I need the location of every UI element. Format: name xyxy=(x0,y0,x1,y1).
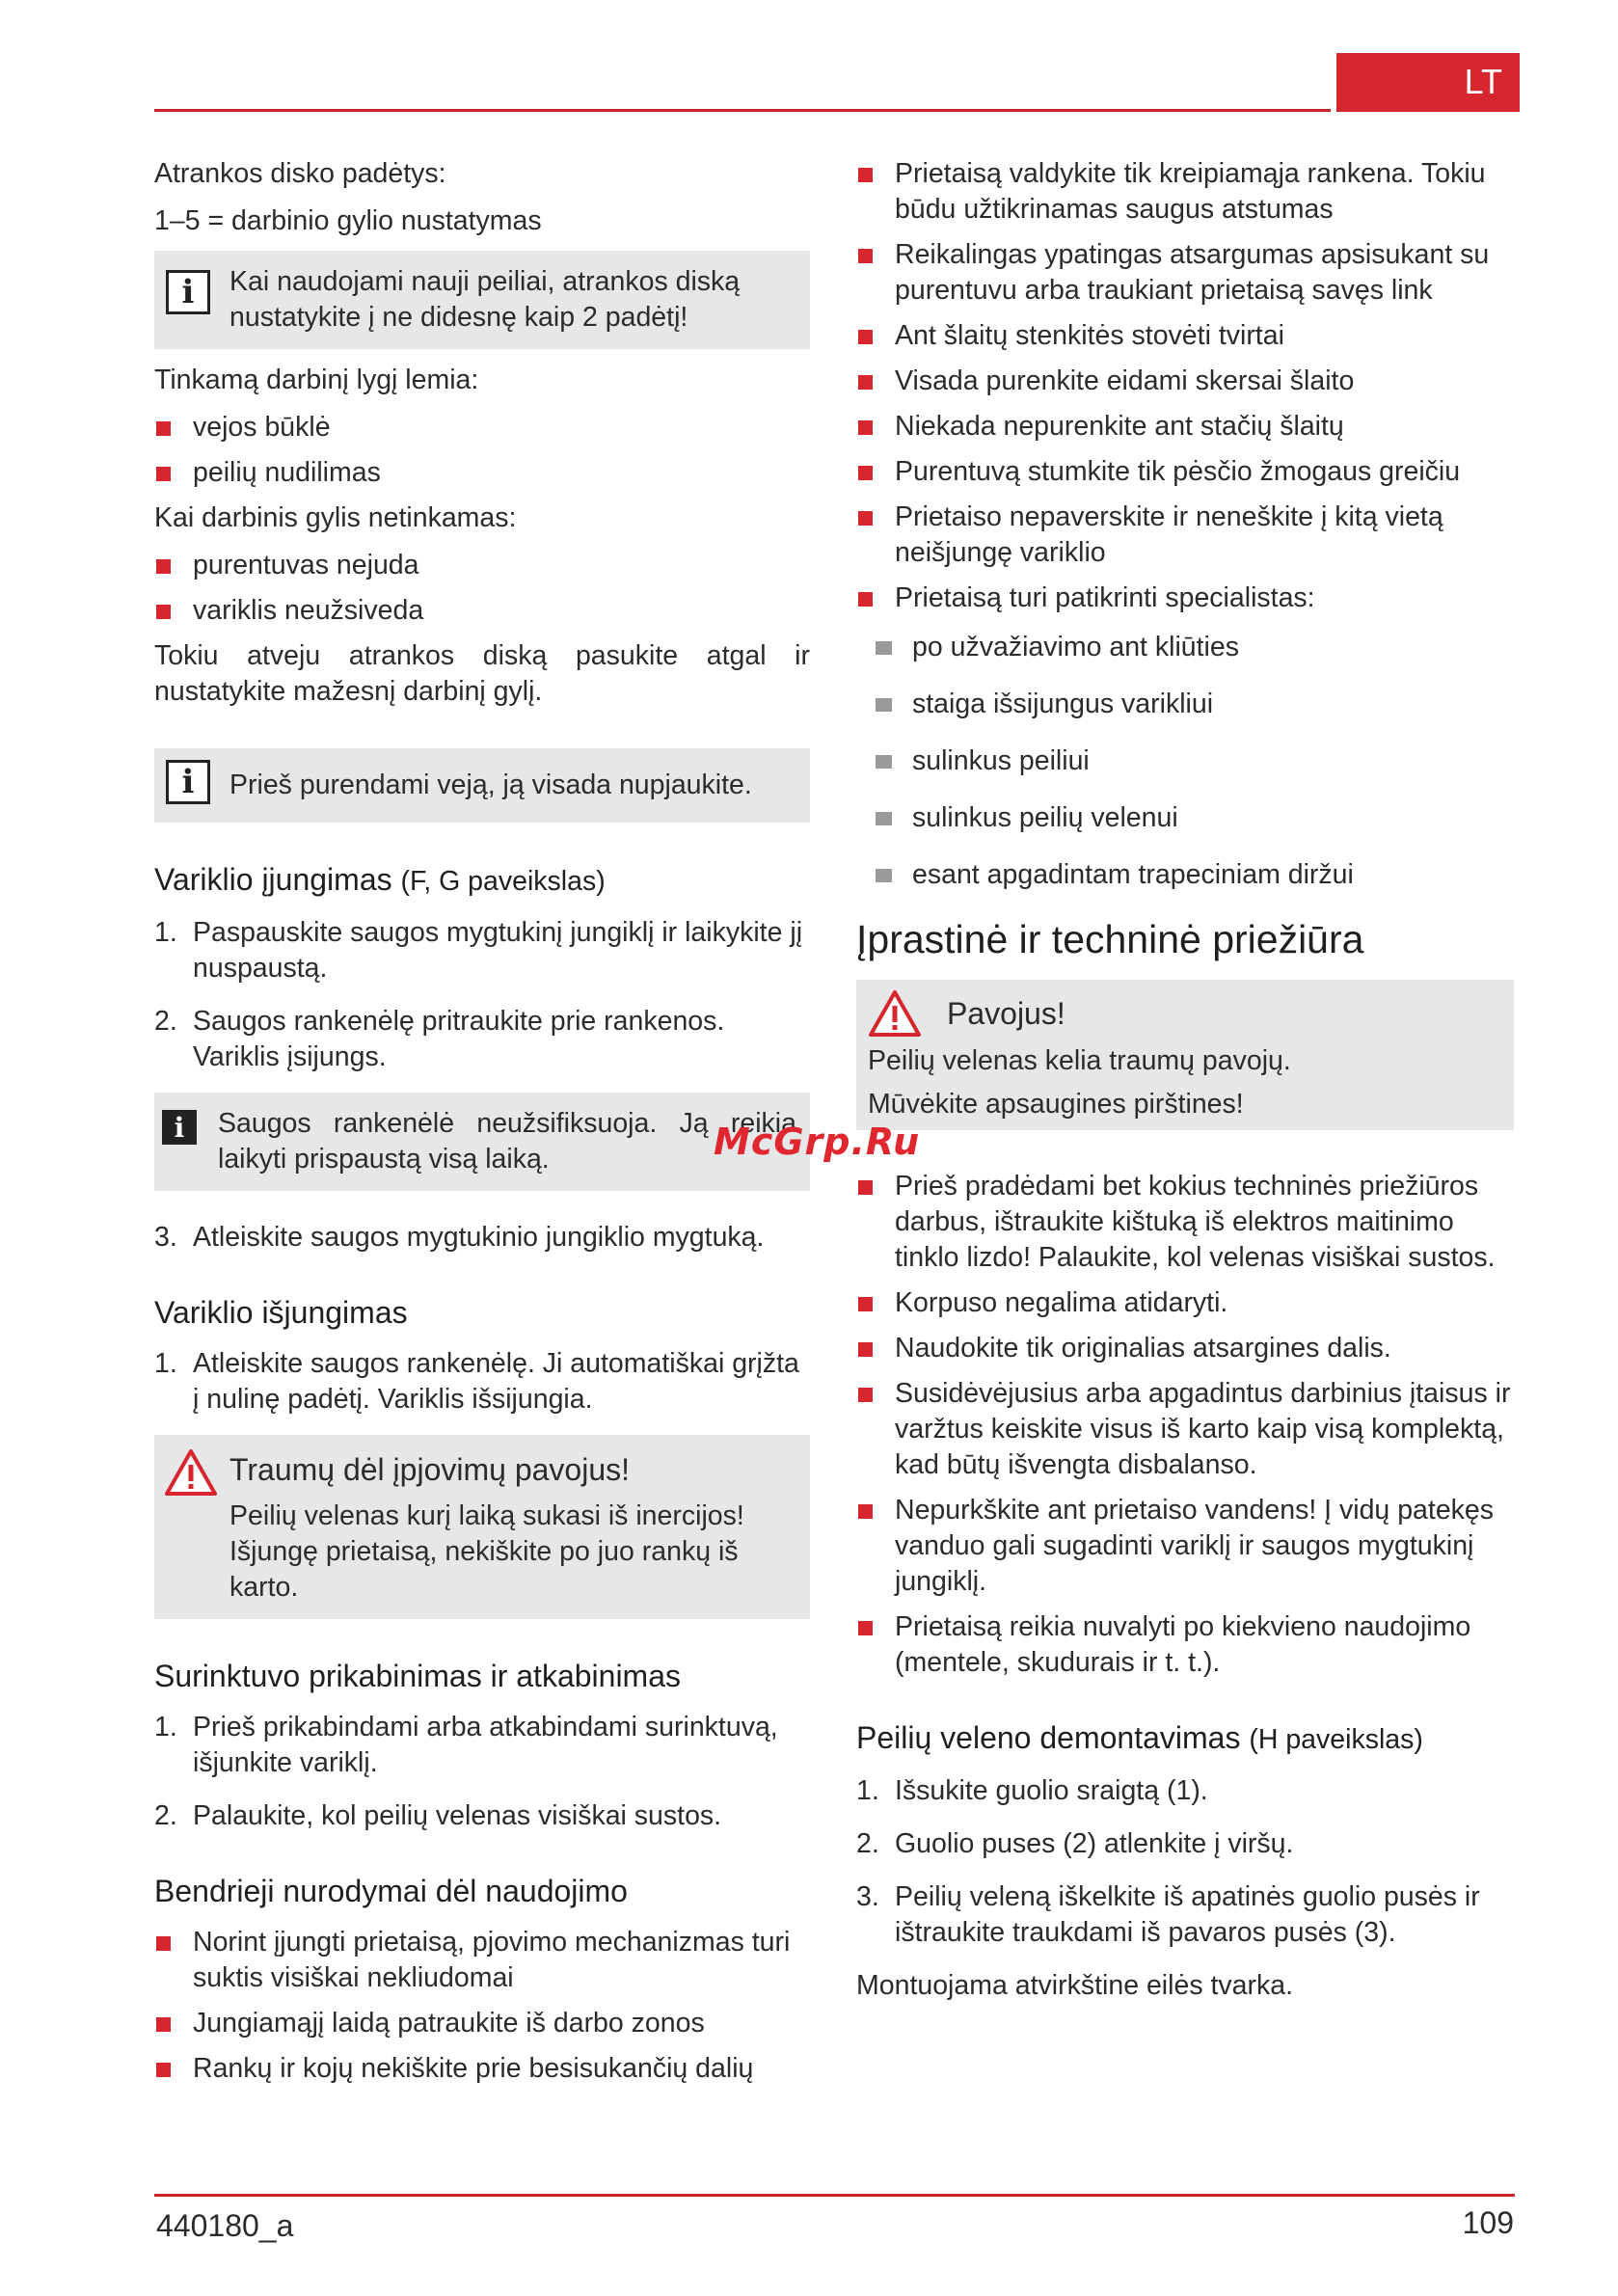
info-text: Kai naudojami nauji peiliai, atrankos diską nustatykite į ne didesnę kaip 2 padėtį! xyxy=(229,266,741,333)
heading-bendrieji: Bendrieji nurodymai dėl naudojimo xyxy=(154,1874,628,1908)
warning-triangle-icon xyxy=(868,989,922,1038)
square-bullet-icon xyxy=(858,249,873,263)
square-bullet-icon xyxy=(858,511,873,526)
step-item: 2. Guolio puses (2) atlenkite į viršų. xyxy=(856,1828,1294,1859)
list-item: Prietaisą valdykite tik kreipiamąja rankena. Tokiu būdu užtikrinamas saugus atstumas xyxy=(856,156,1514,228)
square-bullet-icon xyxy=(858,1342,873,1357)
step-item: 1. Išsukite guolio sraigtą (1). xyxy=(856,1775,1208,1806)
info-icon: i xyxy=(166,760,210,804)
list-item: Niekada nepurenkite ant stačių šlaitų xyxy=(856,409,1514,445)
paragraph-lemia: Tinkamą darbinį lygį lemia: xyxy=(154,365,479,395)
square-bullet-icon xyxy=(858,1504,873,1519)
heading-demontavimas: Peilių veleno demontavimas (H paveikslas) xyxy=(856,1720,1423,1755)
list-item: esant apgadintam trapeciniam diržui xyxy=(856,857,1514,893)
list-bendrieji xyxy=(154,1925,810,2087)
danger-title: Pavojus! xyxy=(947,996,1065,1031)
list-item: Norint įjungti prietaisą, pjovimo mechanizmas turi suktis visiškai nekliudomai xyxy=(154,1925,810,1996)
list-item: sulinkus peilių velenui xyxy=(856,800,1514,836)
square-bullet-icon xyxy=(156,559,171,574)
list-item: po užvažiavimo ant kliūties xyxy=(856,630,1514,665)
list-item: Prietaisą turi patikrinti specialistas: xyxy=(856,581,1514,616)
steps-surinktuvo xyxy=(154,1710,810,1834)
list-item: Prietaiso nepaverskite ir neneškite į kitą vietą neišjungę variklio xyxy=(856,500,1514,571)
step-item: 1. Paspauskite saugos mygtukinį jungiklį ir laikykite jį nuspaustą. xyxy=(154,917,803,984)
list-lemia xyxy=(154,410,810,491)
list-item: vejos būklė xyxy=(154,410,810,446)
info-text: Saugos rankenėlė neužsifiksuoja. Ją reikia laikyti prispaustą visą laiką. xyxy=(218,1108,796,1175)
square-bullet-icon xyxy=(156,1936,171,1951)
info-box-handle xyxy=(154,1093,810,1191)
square-bullet-icon xyxy=(156,421,171,436)
warning-title: Traumų dėl įpjovimų pavojus! xyxy=(229,1452,630,1487)
steps-demontavimas xyxy=(856,1773,1514,1951)
document-code: 440180_a xyxy=(156,2208,294,2243)
list-bendrieji-cont xyxy=(856,156,1514,616)
list-item: Susidėvėjusius arba apgadintus darbinius įtaisus ir varžtus keiskite visus iš karto kaip visą komplektą, kad būtų išvengta disbalanso. xyxy=(856,1376,1514,1483)
grey-square-bullet-icon xyxy=(876,869,892,882)
intro-line-2: 1–5 = darbinio gylio nustatymas xyxy=(154,205,542,236)
step-item: 3. Peilių veleną iškelkite iš apatinės guolio pusės ir ištraukite traukdami iš pavaros pusės (3). xyxy=(856,1881,1480,1948)
warning-box-cut xyxy=(154,1435,810,1619)
info-box-mow-first xyxy=(154,748,810,823)
square-bullet-icon xyxy=(858,1180,873,1195)
heading-ijungimas: Variklio įjungimas (F, G paveikslas) xyxy=(154,862,606,897)
info-text: Prieš purendami veją, ją visada nupjaukite. xyxy=(229,770,752,800)
info-icon: i xyxy=(162,1110,197,1145)
square-bullet-icon xyxy=(156,467,171,481)
grey-square-bullet-icon xyxy=(876,812,892,825)
paragraph-netinkamas: Kai darbinis gylis netinkamas: xyxy=(154,502,517,533)
list-item: peilių nudilimas xyxy=(154,455,810,491)
list-item: sulinkus peiliui xyxy=(856,743,1514,779)
heading-isjungimas: Variklio išjungimas xyxy=(154,1295,408,1330)
language-tab xyxy=(1336,53,1520,112)
square-bullet-icon xyxy=(858,168,873,182)
language-label: LT xyxy=(1464,62,1502,101)
square-bullet-icon xyxy=(858,592,873,607)
square-bullet-icon xyxy=(858,1388,873,1402)
list-item: Ant šlaitų stenkitės stovėti tvirtai xyxy=(856,318,1514,354)
grey-square-bullet-icon xyxy=(876,698,892,712)
danger-box xyxy=(856,980,1514,1130)
danger-header xyxy=(868,989,1502,1038)
list-item: Prietaisą reikia nuvalyti po kiekvieno naudojimo (mentele, skudurais ir t. t.). xyxy=(856,1609,1514,1681)
square-bullet-icon xyxy=(858,375,873,390)
list-item: variklis neužsiveda xyxy=(154,593,810,629)
watermark-text: McGrp.Ru xyxy=(714,1121,921,1163)
list-item: Rankų ir kojų nekiškite prie besisukančių dalių xyxy=(154,2051,810,2087)
list-item: Jungiamąjį laidą patraukite iš darbo zonos xyxy=(154,2006,810,2041)
danger-line: Peilių velenas kelia traumų pavojų. xyxy=(868,1045,1291,1076)
step-item: 2. Palaukite, kol peilių velenas visiškai sustos. xyxy=(154,1800,722,1831)
list-netinkamas xyxy=(154,548,810,629)
grey-square-bullet-icon xyxy=(876,641,892,655)
right-column xyxy=(856,156,1514,2004)
paragraph-tokiu: Tokiu atveju atrankos diską pasukite atgal ir nustatykite mažesnį darbinį gylį. xyxy=(154,640,810,707)
heading-prieziura: Įprastinė ir techninė priežiūra xyxy=(856,917,1364,961)
left-column xyxy=(154,156,810,2096)
step-item: 3. Atleiskite saugos mygtukinio jungiklio mygtuką. xyxy=(154,1222,765,1253)
list-item: Korpuso negalima atidaryti. xyxy=(856,1285,1514,1321)
list-item: Visada purenkite eidami skersai šlaito xyxy=(856,364,1514,399)
square-bullet-icon xyxy=(156,2063,171,2077)
square-bullet-icon xyxy=(858,330,873,344)
header-rule xyxy=(154,109,1331,112)
warning-text: Peilių velenas kurį laiką sukasi iš inercijos! Išjungę prietaisą, nekiškite po juo rankų iš karto. xyxy=(229,1500,744,1603)
square-bullet-icon xyxy=(858,1297,873,1311)
danger-line: Mūvėkite apsaugines pirštines! xyxy=(868,1089,1244,1120)
steps-ijungimas-cont xyxy=(154,1220,810,1256)
paragraph-montuojama: Montuojama atvirkštine eilės tvarka. xyxy=(856,1970,1294,2001)
step-item: 1. Atleiskite saugos rankenėlę. Ji automatiškai grįžta į nulinę padėtį. Variklis išsijungia. xyxy=(154,1348,799,1415)
steps-isjungimas xyxy=(154,1346,810,1418)
square-bullet-icon xyxy=(858,1621,873,1635)
list-item: Nepurkškite ant prietaiso vandens! Į vidų patekęs vanduo gali sugadinti variklį ir saugos mygtukinį jungiklį. xyxy=(856,1493,1514,1600)
list-item: Prieš pradėdami bet kokius techninės priežiūros darbus, ištraukite kištuką iš elektros maitinimo tinklo lizdo! Palaukite, kol velenas visiškai sustos. xyxy=(856,1169,1514,1276)
step-item: 1. Prieš prikabindami arba atkabindami surinktuvą, išjunkite variklį. xyxy=(154,1712,778,1778)
grey-square-bullet-icon xyxy=(876,755,892,769)
list-item: Reikalingas ypatingas atsargumas apsisukant su purentuvu arba traukiant prietaisą savęs link xyxy=(856,237,1514,309)
warning-triangle-icon xyxy=(164,1448,218,1497)
list-item: staiga išsijungus varikliui xyxy=(856,687,1514,722)
square-bullet-icon xyxy=(858,466,873,480)
info-box-new-blades xyxy=(154,251,810,349)
square-bullet-icon xyxy=(156,605,171,619)
page-number: 109 xyxy=(1462,2205,1514,2240)
footer-rule xyxy=(154,2194,1515,2197)
info-icon: i xyxy=(166,270,210,314)
list-specialistas xyxy=(856,630,1514,893)
step-item: 2. Saugos rankenėlę pritraukite prie rankenos. Variklis įsijungs. xyxy=(154,1006,725,1072)
square-bullet-icon xyxy=(156,2017,171,2032)
heading-surinktuvo: Surinktuvo prikabinimas ir atkabinimas xyxy=(154,1659,681,1693)
steps-ijungimas xyxy=(154,915,810,1075)
square-bullet-icon xyxy=(858,420,873,435)
list-prieziura xyxy=(856,1169,1514,1681)
intro-line-1: Atrankos disko padėtys: xyxy=(154,158,446,189)
list-item: Naudokite tik originalias atsargines dalis. xyxy=(856,1331,1514,1366)
list-item: purentuvas nejuda xyxy=(154,548,810,583)
list-item: Purentuvą stumkite tik pėsčio žmogaus greičiu xyxy=(856,454,1514,490)
